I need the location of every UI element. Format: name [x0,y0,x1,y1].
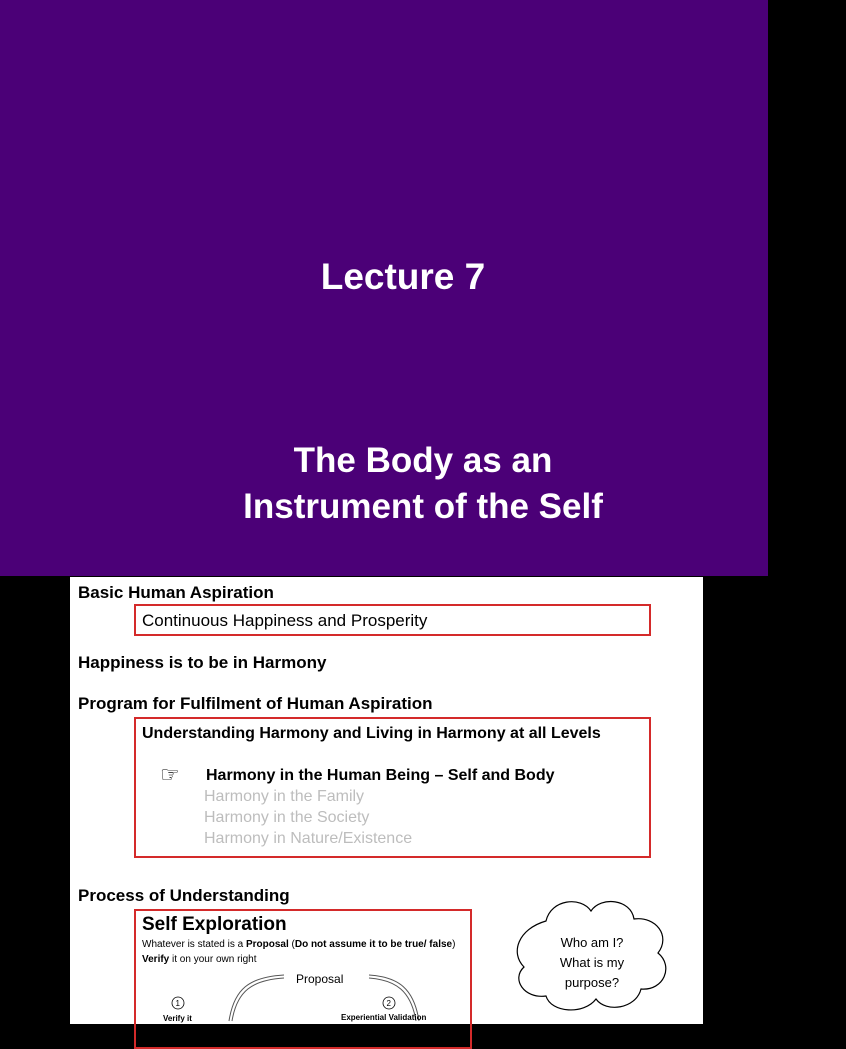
subtitle-line-1: The Body as an [293,441,553,480]
harmony-box-title: Understanding Harmony and Living in Harmony at all Levels [142,725,601,742]
left-arc [229,975,284,1021]
proposal-note-e: ) [452,939,456,950]
pointing-hand-icon: ☞ [160,762,180,787]
heading-basic-aspiration: Basic Human Aspiration [78,583,274,602]
proposal-word: Proposal [245,939,289,950]
self-exploration-title: Self Exploration [142,914,287,935]
step-2-label: Experiential Validation [341,1013,427,1022]
content-slide [70,577,703,1033]
exploration-diagram [134,969,472,1033]
lecture-title: Lecture 7 [320,256,486,297]
heading-program: Program for Fulfilment of Human Aspiration [78,694,433,713]
lecture-subtitle [0,438,846,530]
harmony-levels-box [134,717,651,858]
cloud-line-3: purpose? [564,975,620,990]
heading-happiness: Happiness is to be in Harmony [78,653,327,672]
step-1-label-2: on the basis [155,1024,202,1033]
level-human-being: Harmony in the Human Being – Self and Body [206,767,555,784]
proposal-note-a: Whatever is stated is a [142,939,246,950]
left-arc-inner [232,978,284,1021]
level-society: Harmony in the Society [204,809,370,826]
level-family: Harmony in the Family [204,788,365,805]
title-slide [0,0,768,576]
aspiration-text: Continuous Happiness and Prosperity [142,611,428,630]
proposal-note [142,939,455,950]
aspiration-box [134,604,651,636]
assume-note: Do not assume it to be true/ false [294,939,453,950]
proposal-note-c: ( [288,939,295,950]
verify-word: Verify [142,954,170,965]
proposal-label: Proposal [296,972,344,986]
cloud-text [506,933,678,993]
step-1-number: 1 [175,999,180,1008]
cloud-line-2: What is my [559,955,625,970]
verify-rest: it on your own right [169,954,257,965]
step-1-label: Verify it [163,1014,192,1023]
subtitle-line-2: Instrument of the Self [243,487,603,526]
level-nature: Harmony in Nature/Existence [204,830,413,847]
cloud-line-1: Who am I? [560,935,624,950]
step-2-number: 2 [386,999,391,1008]
heading-process: Process of Understanding [78,886,290,905]
verify-note [142,954,257,965]
